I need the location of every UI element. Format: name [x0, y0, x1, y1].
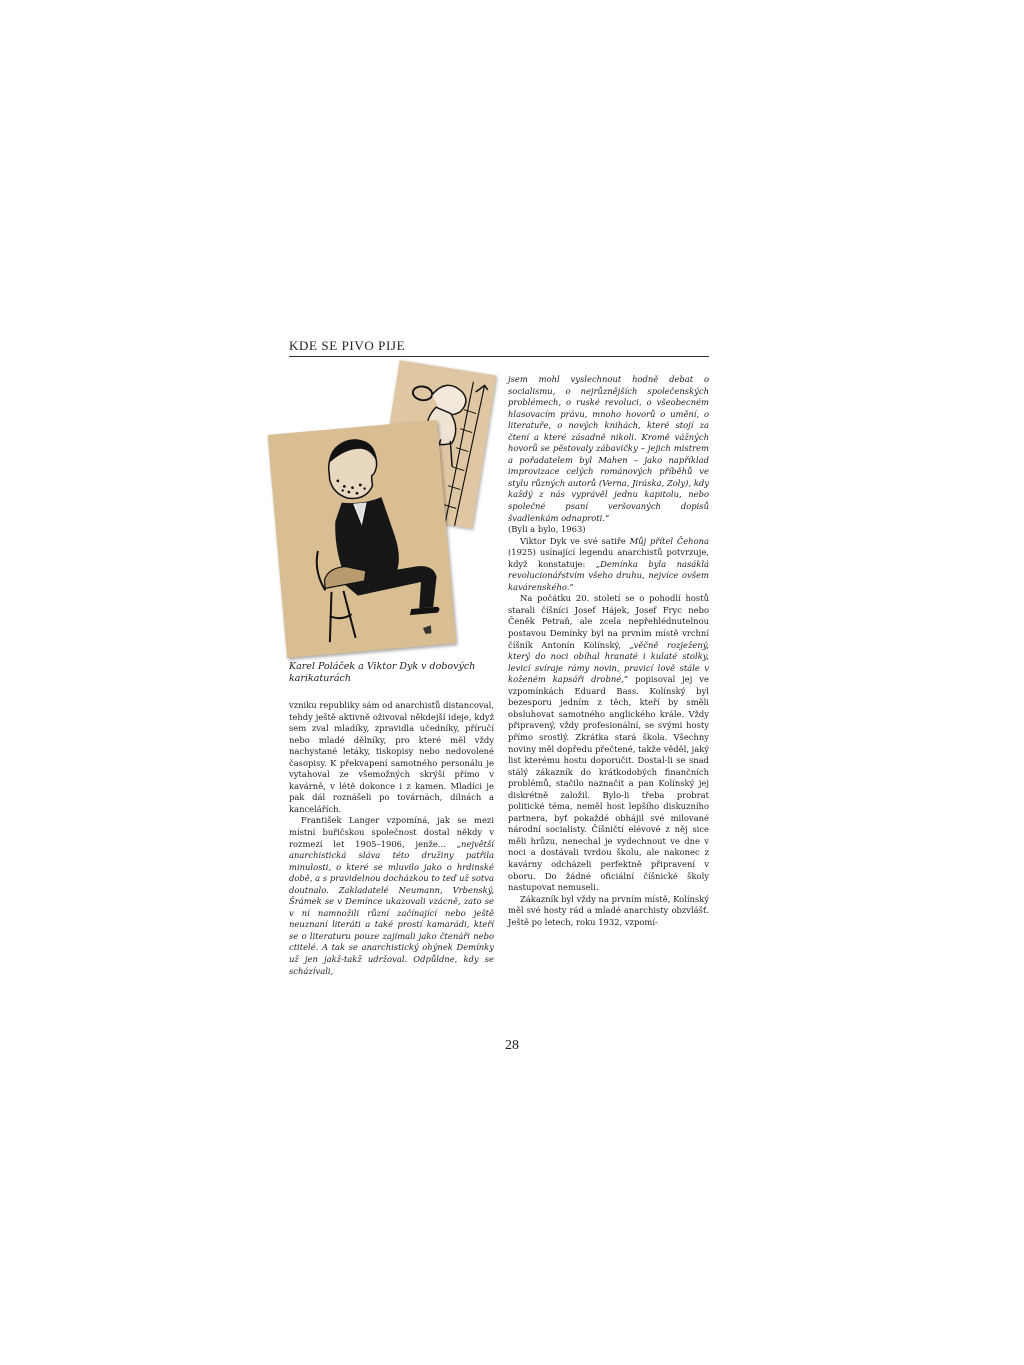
quotation: „největší anarchistická sláva této družiny patřila minulosti, o které se mluvilo jako o hrdinské době, a s pravidelnou docházkou to teď už sotva doutnalo. Zakladatelé Neumann, Vrbenský, Šrámek se v Demínce ukazovali vzácně, zato se v ní namnožili různí začínající nebo ještě neuznaní literáti a také prostí kamarádi, kteří se o literaturu pouze zajímali jako čtenáři nebo ctitelé. A tak se anarchistický ohýnek Demínky už jen jakž-takž udržoval. Odpůldne, kdy se scházívali,: [289, 838, 494, 976]
left-text-column: [289, 700, 494, 977]
paragraph-text: popisoval jej ve vzpomínkách Eduard Bass. Kolínský byl bezesporu jedním z těch, kteří by směli obsluhovat samotného anglického krále. Vždy připravený, vždy profesionální, se svými hosty přímo srostlý. Zkrátka stará škola. Všechny noviny měl dopředu přečtené, takže věděl, jaký list kterému hostu doporučit. Dostal-li se snad stálý zákazník do krátkodobých finančních problémů, stačilo naznačit a pan Kolínský jej diskrétně založil. Bylo-li třeba probrat politické téma, neměl host lepšího diskuzního partnera, byť pokaždé obhájil své milované národní socialisty. Číšničtí elévové z něj sice měli hrůzu, nenechal je vydechnout ve dne v noci a dostávali tvrdou školu, ale nakonec z kavárny odcházeli perfektně připravení v oboru. Do žádné oficiální číšnické školy nastupovat nemuseli.: [508, 674, 709, 893]
caricature-illustration: [275, 365, 493, 655]
paragraph: vzniku republiky sám od anarchistů distancoval, tehdy ještě aktivně oživoval někdejší ideje, když sem zval mladíky, zpravidla učedníky, příručí nebo mladé dělníky, pro které měl vždy nachystané letáky, tiskopisy nebo nedovolené časopisy. K překvapení samotného personálu je vytahoval ze všemožných skrýší přímo v kavárně, v létě dokonce i z kamen. Mladíci je pak dál roznášeli po továrnách, dílnách a kancelářích.: [289, 700, 494, 814]
paragraph-text: František Langer vzpomíná, jak se mezi místní buřičskou společnost dostal někdy v rozmezí let 1905–1906, jenže...: [289, 815, 494, 849]
paragraph-text: Na počátku 20. století se o pohodlí hostů starali číšníci Josef Hájek, Josef Fryc nebo Čeněk Petraň, ale zcela nepřehlédnutelnou postavou Demínky byl na prvním místě vrchní číšník Antonín Kolínský,: [508, 593, 709, 650]
paragraph: [289, 815, 494, 977]
quotation: „věčně rozježený, který do noci obíhal hranaté i kulaté stolky, levicí svíraje rámy novin, pravicí lově stále v koženém kapsáři drobné,“: [508, 639, 709, 685]
header-rule: [289, 356, 709, 357]
paragraph-text: (1925) usínající legendu anarchistů potvrzuje, když konstatuje:: [508, 547, 709, 569]
paragraph: [508, 536, 709, 594]
paragraph: Zákazník byl vždy na prvním místě, Kolínský měl své hosty rád a mladé anarchisty obzvlášť. Ještě po letech, roku 1932, vzpomí-: [508, 893, 709, 927]
running-head: KDE SE PIVO PIJE: [289, 338, 406, 353]
book-title: Můj přítel Čehona: [629, 535, 710, 546]
quotation-source: (Byli a bylo, 1963): [508, 524, 586, 535]
quotation: „Demínka byla nasáklá revolucionářstvím všeho druhu, nejvíce ovšem kavárenského.“: [508, 558, 709, 592]
paragraph-text: Viktor Dyk ve své satiře: [520, 535, 630, 546]
paragraph: [508, 374, 709, 536]
right-text-column: [508, 374, 709, 928]
seated-man-caricature-drawing: [268, 420, 457, 658]
page-number: 28: [505, 1038, 519, 1053]
paragraph: [508, 593, 709, 893]
figure-caption: Karel Poláček a Viktor Dyk v dobových karikaturách: [289, 661, 476, 684]
caricature-seated-man-card: [268, 420, 457, 658]
quotation: jsem mohl vyslechnout hodně debat o socialismu, o nejrůznějších společenských problémech, o ruské revoluci, o všeobecném hlasovacím právu, mnoho hovorů o umění, o literatuře, o nových knihách, které stojí za čtení a které zásadně nikoli. Kromě vážných hovorů se pěstovaly zábavičky – jejich mistrem a pořadatelem byl Mahen – jako například improvizace celých románových příběhů ve stylu různých autorů (Verna, Jiráska, Zoly), kdy každý z nás vyprávěl jednu kapitolu, nebo společné psaní veršovaných dopisů švadlenkám odnaproti.“: [508, 374, 709, 523]
